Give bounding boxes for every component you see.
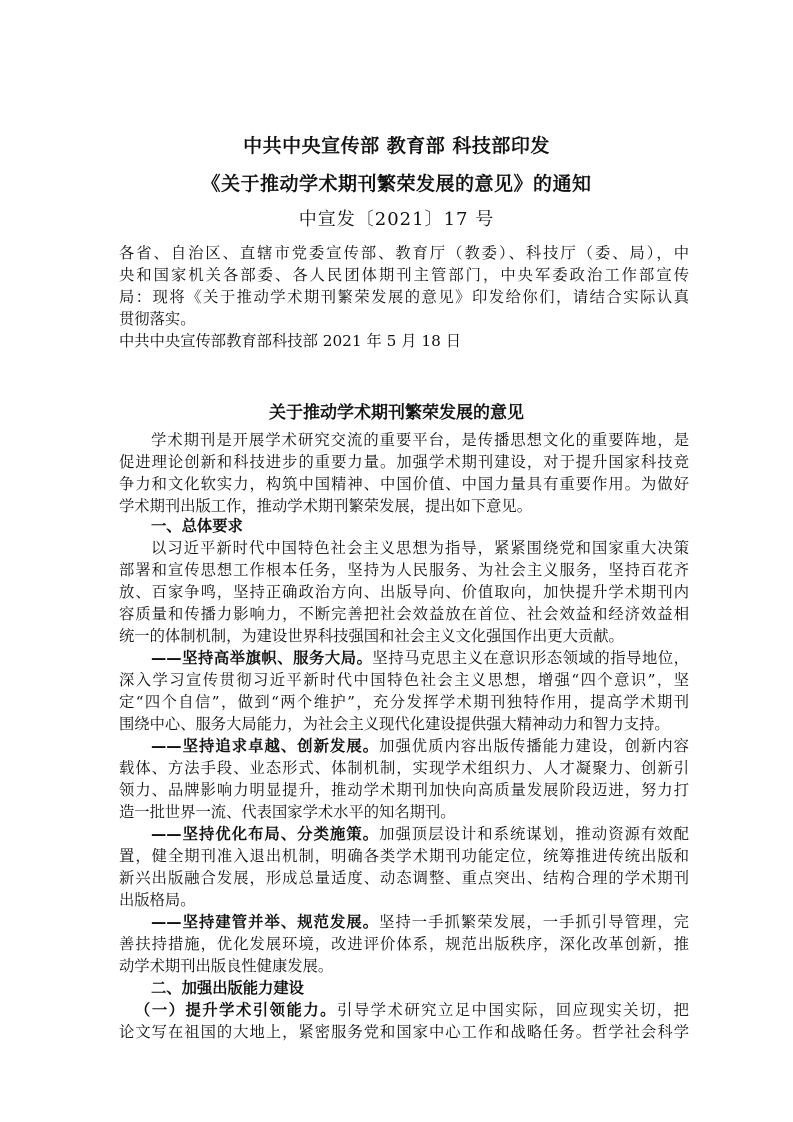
section1-line: 以习近平新时代中国特色社会主义思想为指导，紧紧围绕党和国家重大决策 [151,539,689,557]
principle-line: 动学术期刊出版良性健康发展。 [119,957,334,975]
section1-heading: 一、总体要求 [151,517,243,535]
notice-line: 央和国家机关各部委、各人民团体期刊主管部门，中央军委政治工作部宣传 [119,266,689,284]
principle-lead: ——坚持建管并举、规范发展。 [151,913,380,931]
opinion-title: 关于推动学术期刊繁荣发展的意见 [269,403,524,423]
principle-3-first-line [151,823,689,845]
principle-line: 出版格局。 [119,891,196,909]
principle-line: 领力、品牌影响力明显提升，推动学术期刊加快向高质量发展阶段迈进，努力打 [119,781,689,799]
principle-line: 围绕中心、服务大局能力，为社会主义现代化建设提供强大精神动力和智力支持。 [119,715,670,733]
notice-title-line2: 《关于推动学术期刊繁荣发展的意见》的通知 [201,173,592,195]
intro-line: 学术期刊出版工作，推动学术期刊繁荣发展，提出如下意见。 [119,497,533,515]
notice-signature: 中共中央宣传部教育部科技部 2021 年 5 月 18 日 [119,332,462,350]
principle-text: 坚持马克思主义在意识形态领域的指导地位， [372,649,689,667]
principle-text: 加强优质内容出版传播能力建设，创新内容 [379,737,689,755]
notice-line: 贯彻落实。 [119,310,196,328]
section1-line: 部署和宣传思想工作根本任务，坚持为人民服务、为社会主义服务，坚持百花齐 [119,561,689,579]
section2-item1-first-line [135,999,689,1021]
principle-lead: ——坚持优化布局、分类施策。 [151,825,380,843]
principle-2-first-line [151,735,689,757]
document-number: 中宣发〔2021〕17 号 [298,209,495,230]
principle-text: 坚持一手抓繁荣发展，一手抓引导管理，完 [379,913,689,931]
notice-title-line1: 中共中央宣传部 教育部 科技部印发 [243,135,550,157]
notice-line: 局：现将《关于推动学术期刊繁荣发展的意见》印发给你们，请结合实际认真 [119,288,689,306]
principle-lead: ——坚持高举旗帜、服务大局。 [151,649,373,667]
principle-line: 定“四个自信”，做到“两个维护”，充分发挥学术期刊独特作用，提高学术期刊 [119,693,689,711]
section1-line: 统一的体制机制，为建设世界科技强国和社会主义文化强国作出更大贡献。 [119,627,624,645]
principle-text: 加强顶层设计和系统谋划，推动资源有效配 [379,825,689,843]
section2-heading: 二、加强出版能力建设 [151,979,304,997]
section1-line: 放、百家争鸣，坚持正确政治方向、出版导向、价值取向，加快提升学术期刊内 [119,583,689,601]
principle-line: 新兴出版融合发展，形成总量适度、动态调整、重点突出、结构合理的学术期刊 [119,869,689,887]
intro-line: 争力和文化软实力，构筑中国精神、中国价值、中国力量具有重要作用。为做好 [119,475,689,493]
principle-line: 善扶持措施，优化发展环境，改进评价体系，规范出版秩序，深化改革创新，推 [119,935,689,953]
intro-line: 促进理论创新和科技进步的重要力量。加强学术期刊建设，对于提升国家科技竞 [119,453,689,471]
item-text: 引导学术研究立足中国实际，回应现实关切，把 [337,1001,689,1019]
principle-line: 载体、方法手段、业态形式、体制机制，实现学术组织力、人才凝聚力、创新引 [119,759,689,777]
principle-line: 深入学习宣传贯彻习近平新时代中国特色社会主义思想，增强“四个意识”，坚 [119,671,689,689]
intro-line: 学术期刊是开展学术研究交流的重要平台，是传播思想文化的重要阵地，是 [151,431,689,449]
section1-line: 容质量和传播力影响力，不断完善把社会效益放在首位、社会效益和经济效益相 [119,605,689,623]
notice-line: 各省、自治区、直辖市党委宣传部、教育厅（教委）、科技厅（委、局），中 [119,244,689,262]
principle-lead: ——坚持追求卓越、创新发展。 [151,737,380,755]
principle-1-first-line [151,647,689,669]
principle-line: 造一批世界一流、代表国家学术水平的知名期刊。 [119,803,456,821]
principle-line: 置，健全期刊准入退出机制，明确各类学术期刊功能定位，统筹推进传统出版和 [119,847,689,865]
item-lead: （一）提升学术引领能力。 [135,1001,338,1019]
principle-4-first-line [151,911,689,933]
item-line: 论文写在祖国的大地上，紧密服务党和国家中心工作和战略任务。哲学社会科学 [119,1023,689,1041]
